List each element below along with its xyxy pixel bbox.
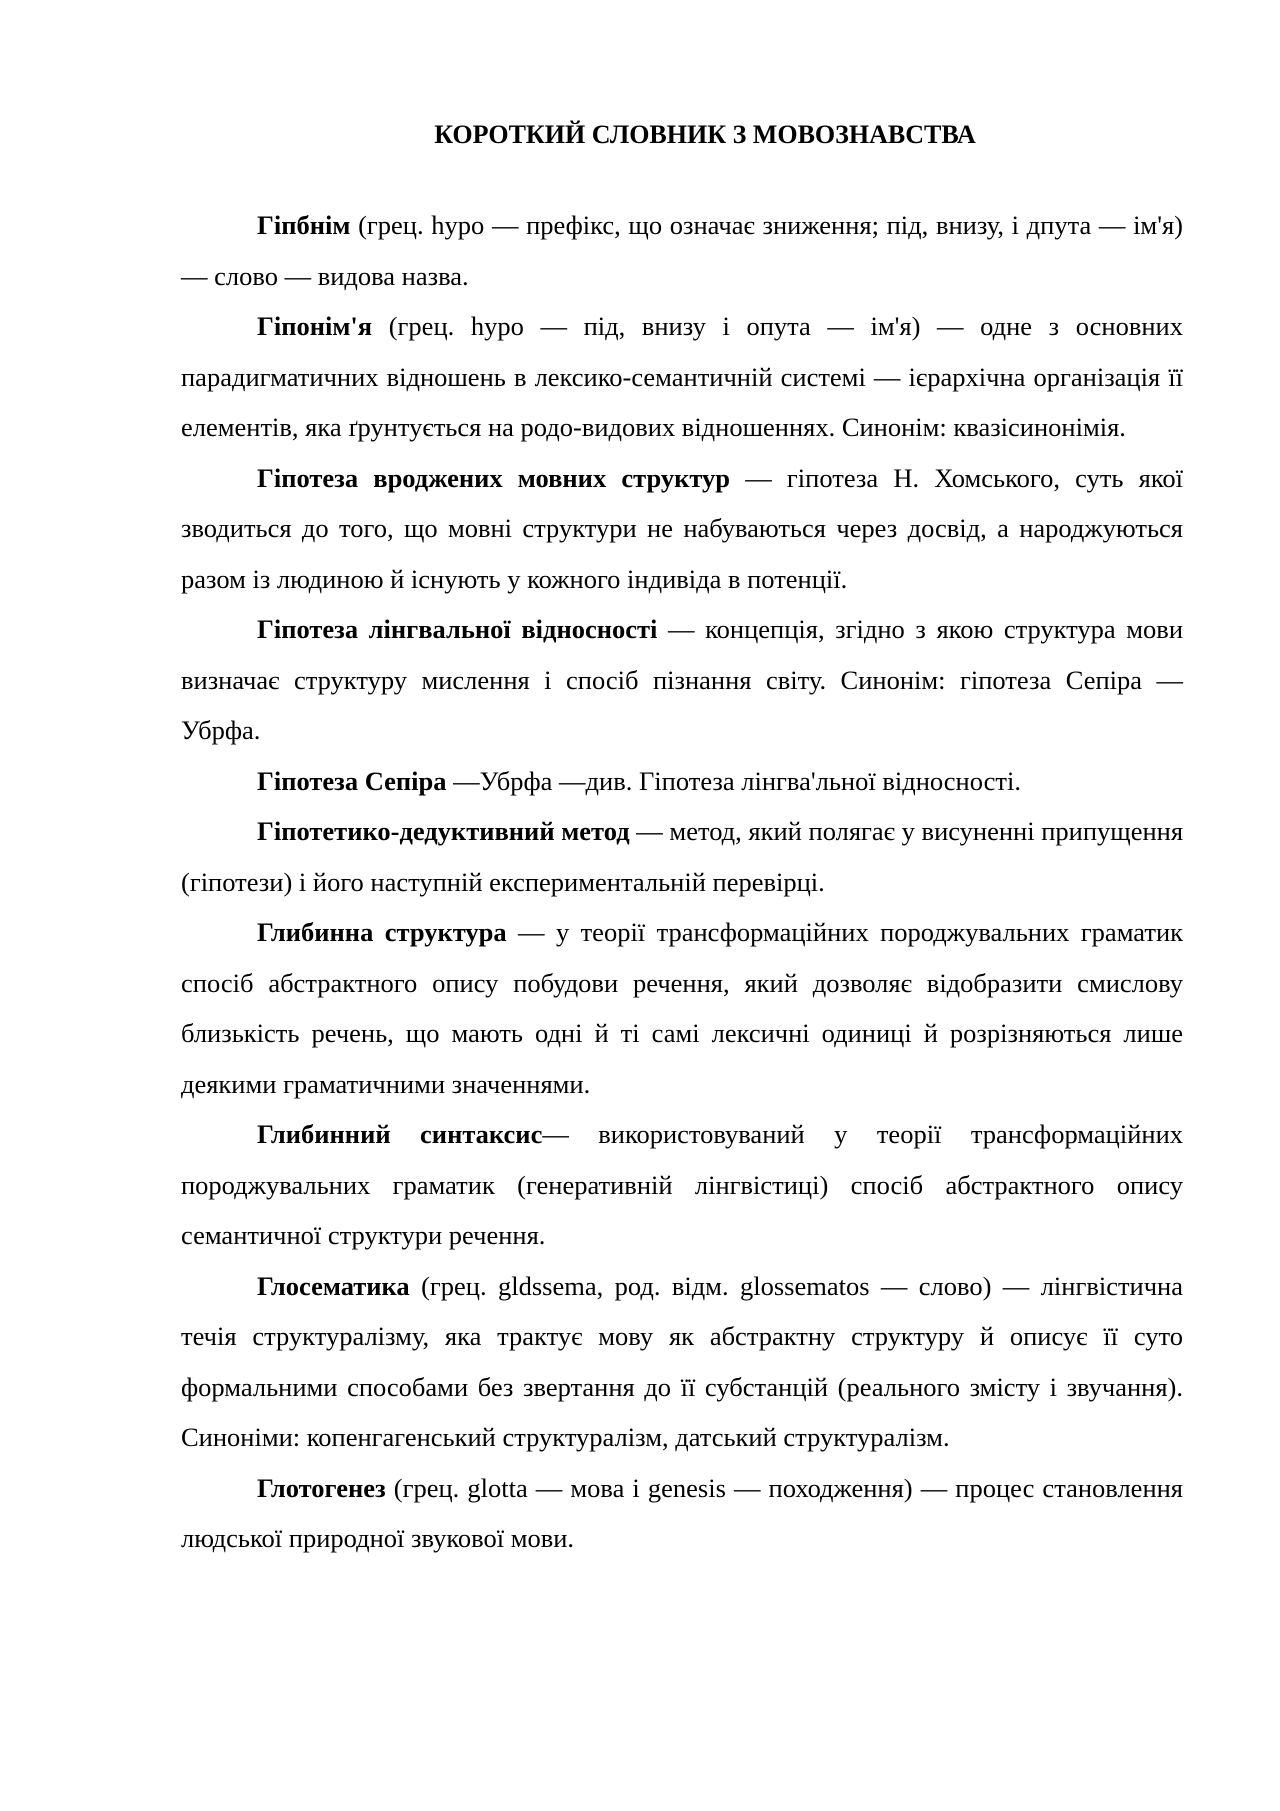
dictionary-entry	[181, 604, 1183, 756]
dictionary-entry	[181, 806, 1183, 907]
entry-term: Гіпотетико-дедуктивний метод	[257, 816, 630, 846]
dictionary-entries	[181, 200, 1183, 1564]
entry-term: Гіпотеза лінгвальної відносності	[257, 614, 658, 644]
entry-term: Глибинний синтаксис	[257, 1119, 543, 1149]
dictionary-entry	[181, 301, 1183, 453]
dictionary-entry	[181, 1109, 1183, 1261]
entry-term: Глотогенез	[257, 1472, 386, 1503]
entry-definition: (грец. hypo — під, внизу і опута — ім'я) — одне з основних парадигматичних відношень в лексико-семантичній системі — ієрархічна організація її елементів, яка ґрунтується на родо-видових відношеннях. Синонім: квазісинонімія.	[181, 311, 1183, 442]
entry-definition: (грец. gldssema, род. відм. glossematos — слово) — лінгвістична течія структуралізму, яка трактує мову як абстрактну структуру й описує її суто формальними способами без звертання до її субстанцій (реального змісту і звучання). Синоніми: копенгагенський структуралізм, датський структуралізм.	[181, 1270, 1183, 1452]
entry-definition: —Убрфа —див. Гіпотеза лінгва'льної відносності.	[446, 765, 1021, 796]
dictionary-entry	[181, 756, 1183, 807]
entry-definition: — гіпотеза Н. Хомського, суть якої зводиться до того, що мовні структури не набуваються через досвід, а народжуються разом із людиною й існують у кожного індивіда в потенції.	[181, 462, 1183, 594]
dictionary-entry	[181, 1463, 1183, 1564]
entry-definition: (грец. hypo — префікс, що означає зниження; під, внизу, і дпута — ім'я) — слово — видова назва.	[181, 210, 1183, 291]
entry-term: Гіпонім'я	[257, 311, 373, 341]
dictionary-entry	[181, 907, 1183, 1109]
entry-definition: — у теорії трансформаційних породжувальних граматик спосіб абстрактного опису побудови речення, який дозволяє відобразити смислову близькість речень, що мають одні й ті самі лексичні одиниці й розрізняються лише деякими граматичними значеннями.	[181, 917, 1183, 1099]
dictionary-entry	[181, 1261, 1183, 1463]
entry-definition: — концепція, згідно з якою структура мови визначає структуру мислення і спосіб пізнання світу. Синонім: гіпотеза Сепіра — Убрфа.	[181, 614, 1184, 745]
entry-term: Глосематика	[257, 1270, 410, 1301]
dictionary-entry	[181, 453, 1183, 605]
entry-definition: — використовуваний у теорії трансформаційних породжувальних граматик (генеративній лінгвістиці) спосіб абстрактного опису семантичної структури речення.	[181, 1119, 1184, 1250]
entry-definition: (грец. glotta — мова і genesis — походження) — процес становлення людської природної звукової мови.	[181, 1472, 1183, 1553]
page-title: КОРОТКИЙ СЛОВНИК З МОВОЗНАВСТВА	[434, 120, 976, 149]
dictionary-entry	[181, 200, 1183, 301]
entry-term: Гіпотеза Сепіра	[257, 765, 447, 796]
entry-definition: — метод, який полягає у висуненні припущення (гіпотези) і його наступній експериментальній перевірці.	[181, 816, 1184, 897]
entry-term: Гіпбнім	[257, 210, 351, 240]
entry-term: Гіпотеза вроджених мовних структур	[257, 462, 731, 493]
entry-term: Глибинна структура	[257, 917, 507, 947]
